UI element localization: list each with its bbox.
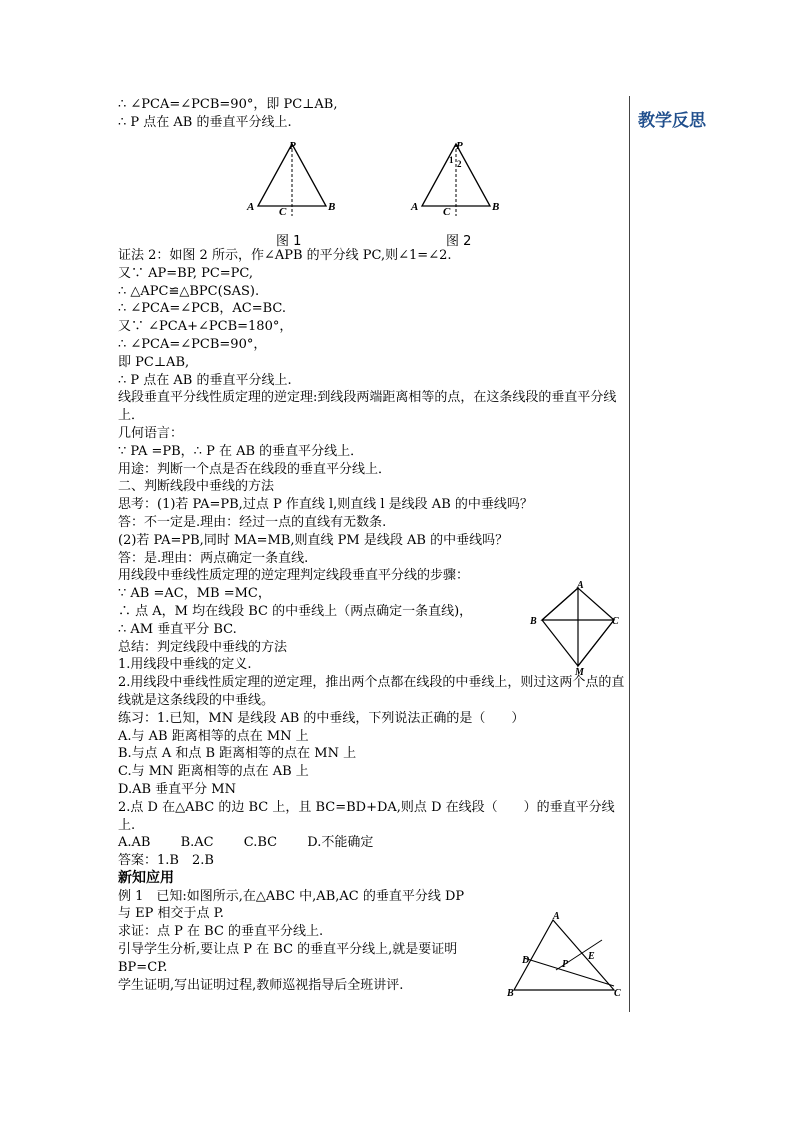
label-c: C xyxy=(443,206,451,218)
exercise-2: 2.点 D 在△ABC 的边 BC 上，且 BC=BD+DA,则点 D 在线段（ ）的垂直平分线上. xyxy=(118,799,615,833)
example-line: 例 1 已知:如图所示,在△ABC 中,AB,AC 的垂直平分线 DP xyxy=(118,888,465,904)
text-line: (2)若 PA=PB,同时 MA=MB,则直线 PM 是线段 AB 的中垂线吗？ xyxy=(118,532,509,548)
text-line: 总结：判定线段中垂线的方法 xyxy=(118,639,288,655)
text-line: 几何语言： xyxy=(118,425,184,441)
label-e: E xyxy=(588,951,595,962)
exercise-1: 练习：1.已知，MN 是线段 AB 的中垂线，下列说法正确的是（ ） xyxy=(118,710,525,726)
option-a: A.与 AB 距离相等的点在 MN 上 xyxy=(118,728,309,744)
figure-kite xyxy=(528,578,622,680)
column-divider xyxy=(629,96,630,1012)
label-a: A xyxy=(247,201,255,213)
label-d: D xyxy=(522,955,530,966)
label-b: B xyxy=(530,616,537,627)
figure-2-caption: 图 2 xyxy=(446,234,472,249)
text-line: 又∵ ∠PCA+∠PCB=180°， xyxy=(118,319,293,335)
label-b: B xyxy=(492,201,500,213)
example-line: 学生证明,写出证明过程,教师巡视指导后全班讲评. xyxy=(118,977,404,993)
method-two: 2.用线段中垂线性质定理的逆定理，推出两个点都在线段的中垂线上，则过这两个点的直线就是这条线段的中垂线。 xyxy=(118,675,625,708)
label-a: A xyxy=(411,201,419,213)
label-b: B xyxy=(507,988,514,999)
teaching-reflection-title: 教学反思 xyxy=(638,111,706,131)
converse-theorem: 线段垂直平分线性质定理的逆定理:到线段两端距离相等的点，在这条线段的垂直平分线上． xyxy=(118,390,617,424)
text-line: 思考：(1)若 PA=PB,过点 P 作直线 l,则直线 l 是线段 AB 的中垂线吗？ xyxy=(118,497,533,513)
label-a: A xyxy=(577,580,584,591)
label-a: A xyxy=(553,911,560,922)
text-line: ∴ P 点在 AB 的垂直平分线上. xyxy=(118,114,292,130)
label-angle-2: 2 xyxy=(457,159,462,169)
text-line: ∵ AB =AC，MB =MC， xyxy=(118,586,271,602)
example-line: 求证：点 P 在 BC 的垂直平分线上. xyxy=(118,924,324,940)
label-p: P xyxy=(562,959,569,970)
figure-2 xyxy=(404,136,504,222)
text-line: ∴ AM 垂直平分 BC. xyxy=(118,621,237,637)
text-line: ∴ ∠PCA=∠PCB=90°， xyxy=(118,336,267,352)
text-line: 答：不一定是.理由：经过一点的直线有无数条. xyxy=(118,514,387,530)
exercise-2-options: A.AB B.AC C.BC D.不能确定 xyxy=(118,835,374,851)
text-line: 1.用线段中垂线的定义. xyxy=(118,657,252,673)
label-b: B xyxy=(328,201,336,213)
figure-triangle xyxy=(504,908,624,1004)
option-d: D.AB 垂直平分 MN xyxy=(118,781,236,797)
text-line: 用线段中垂线性质定理的逆定理判定线段垂直平分线的步骤： xyxy=(118,568,470,584)
label-c: C xyxy=(614,988,621,999)
figure-1-caption: 图 1 xyxy=(276,234,302,249)
example-line: BP=CP. xyxy=(118,959,168,975)
answers: 答案：1.B 2.B xyxy=(118,853,214,869)
new-knowledge-heading: 新知应用 xyxy=(118,869,174,886)
text-line: ∴ 点 A，M 均在线段 BC 的中垂线上（两点确定一条直线)， xyxy=(118,603,473,619)
label-m: M xyxy=(575,667,584,676)
text-line: ∴ ∠PCA=∠PCB，AC=BC. xyxy=(118,301,287,317)
text-line: 即 PC⊥AB, xyxy=(118,354,190,370)
label-angle-1: 1 xyxy=(449,155,454,165)
option-b: B.与点 A 和点 B 距离相等的点在 MN 上 xyxy=(118,746,357,762)
label-c: C xyxy=(279,206,287,218)
example-line: 引导学生分析,要让点 P 在 BC 的垂直平分线上,就是要证明 xyxy=(118,942,458,958)
option-c: C.与 MN 距离相等的点在 AB 上 xyxy=(118,764,309,780)
label-c: C xyxy=(612,616,619,627)
figure-1 xyxy=(240,136,340,222)
text-line: 答：是.理由：两点确定一条直线. xyxy=(118,550,309,566)
section-heading: 二、判断线段中垂线的方法 xyxy=(118,479,275,495)
label-p: P xyxy=(289,140,296,152)
text-line: ∴ P 点在 AB 的垂直平分线上. xyxy=(118,372,292,388)
example-line: 与 EP 相交于点 P. xyxy=(118,906,224,922)
text-line: 证法 2：如图 2 所示，作∠APB 的平分线 PC,则∠1=∠2. xyxy=(118,248,452,263)
text-line: ∴ △APC≌△BPC(SAS). xyxy=(118,283,260,299)
text-line: ∴ ∠PCA=∠PCB=90°，即 PC⊥AB, xyxy=(118,97,338,112)
label-p: P xyxy=(456,140,463,152)
proof-top xyxy=(118,96,626,132)
text-line: 用途：判断一个点是否在线段的垂直平分线上． xyxy=(118,461,392,477)
text-line: 又∵ AP=BP, PC=PC, xyxy=(118,265,254,281)
text-line: ∵ PA =PB，∴ P 在 AB 的垂直平分线上． xyxy=(118,443,364,459)
